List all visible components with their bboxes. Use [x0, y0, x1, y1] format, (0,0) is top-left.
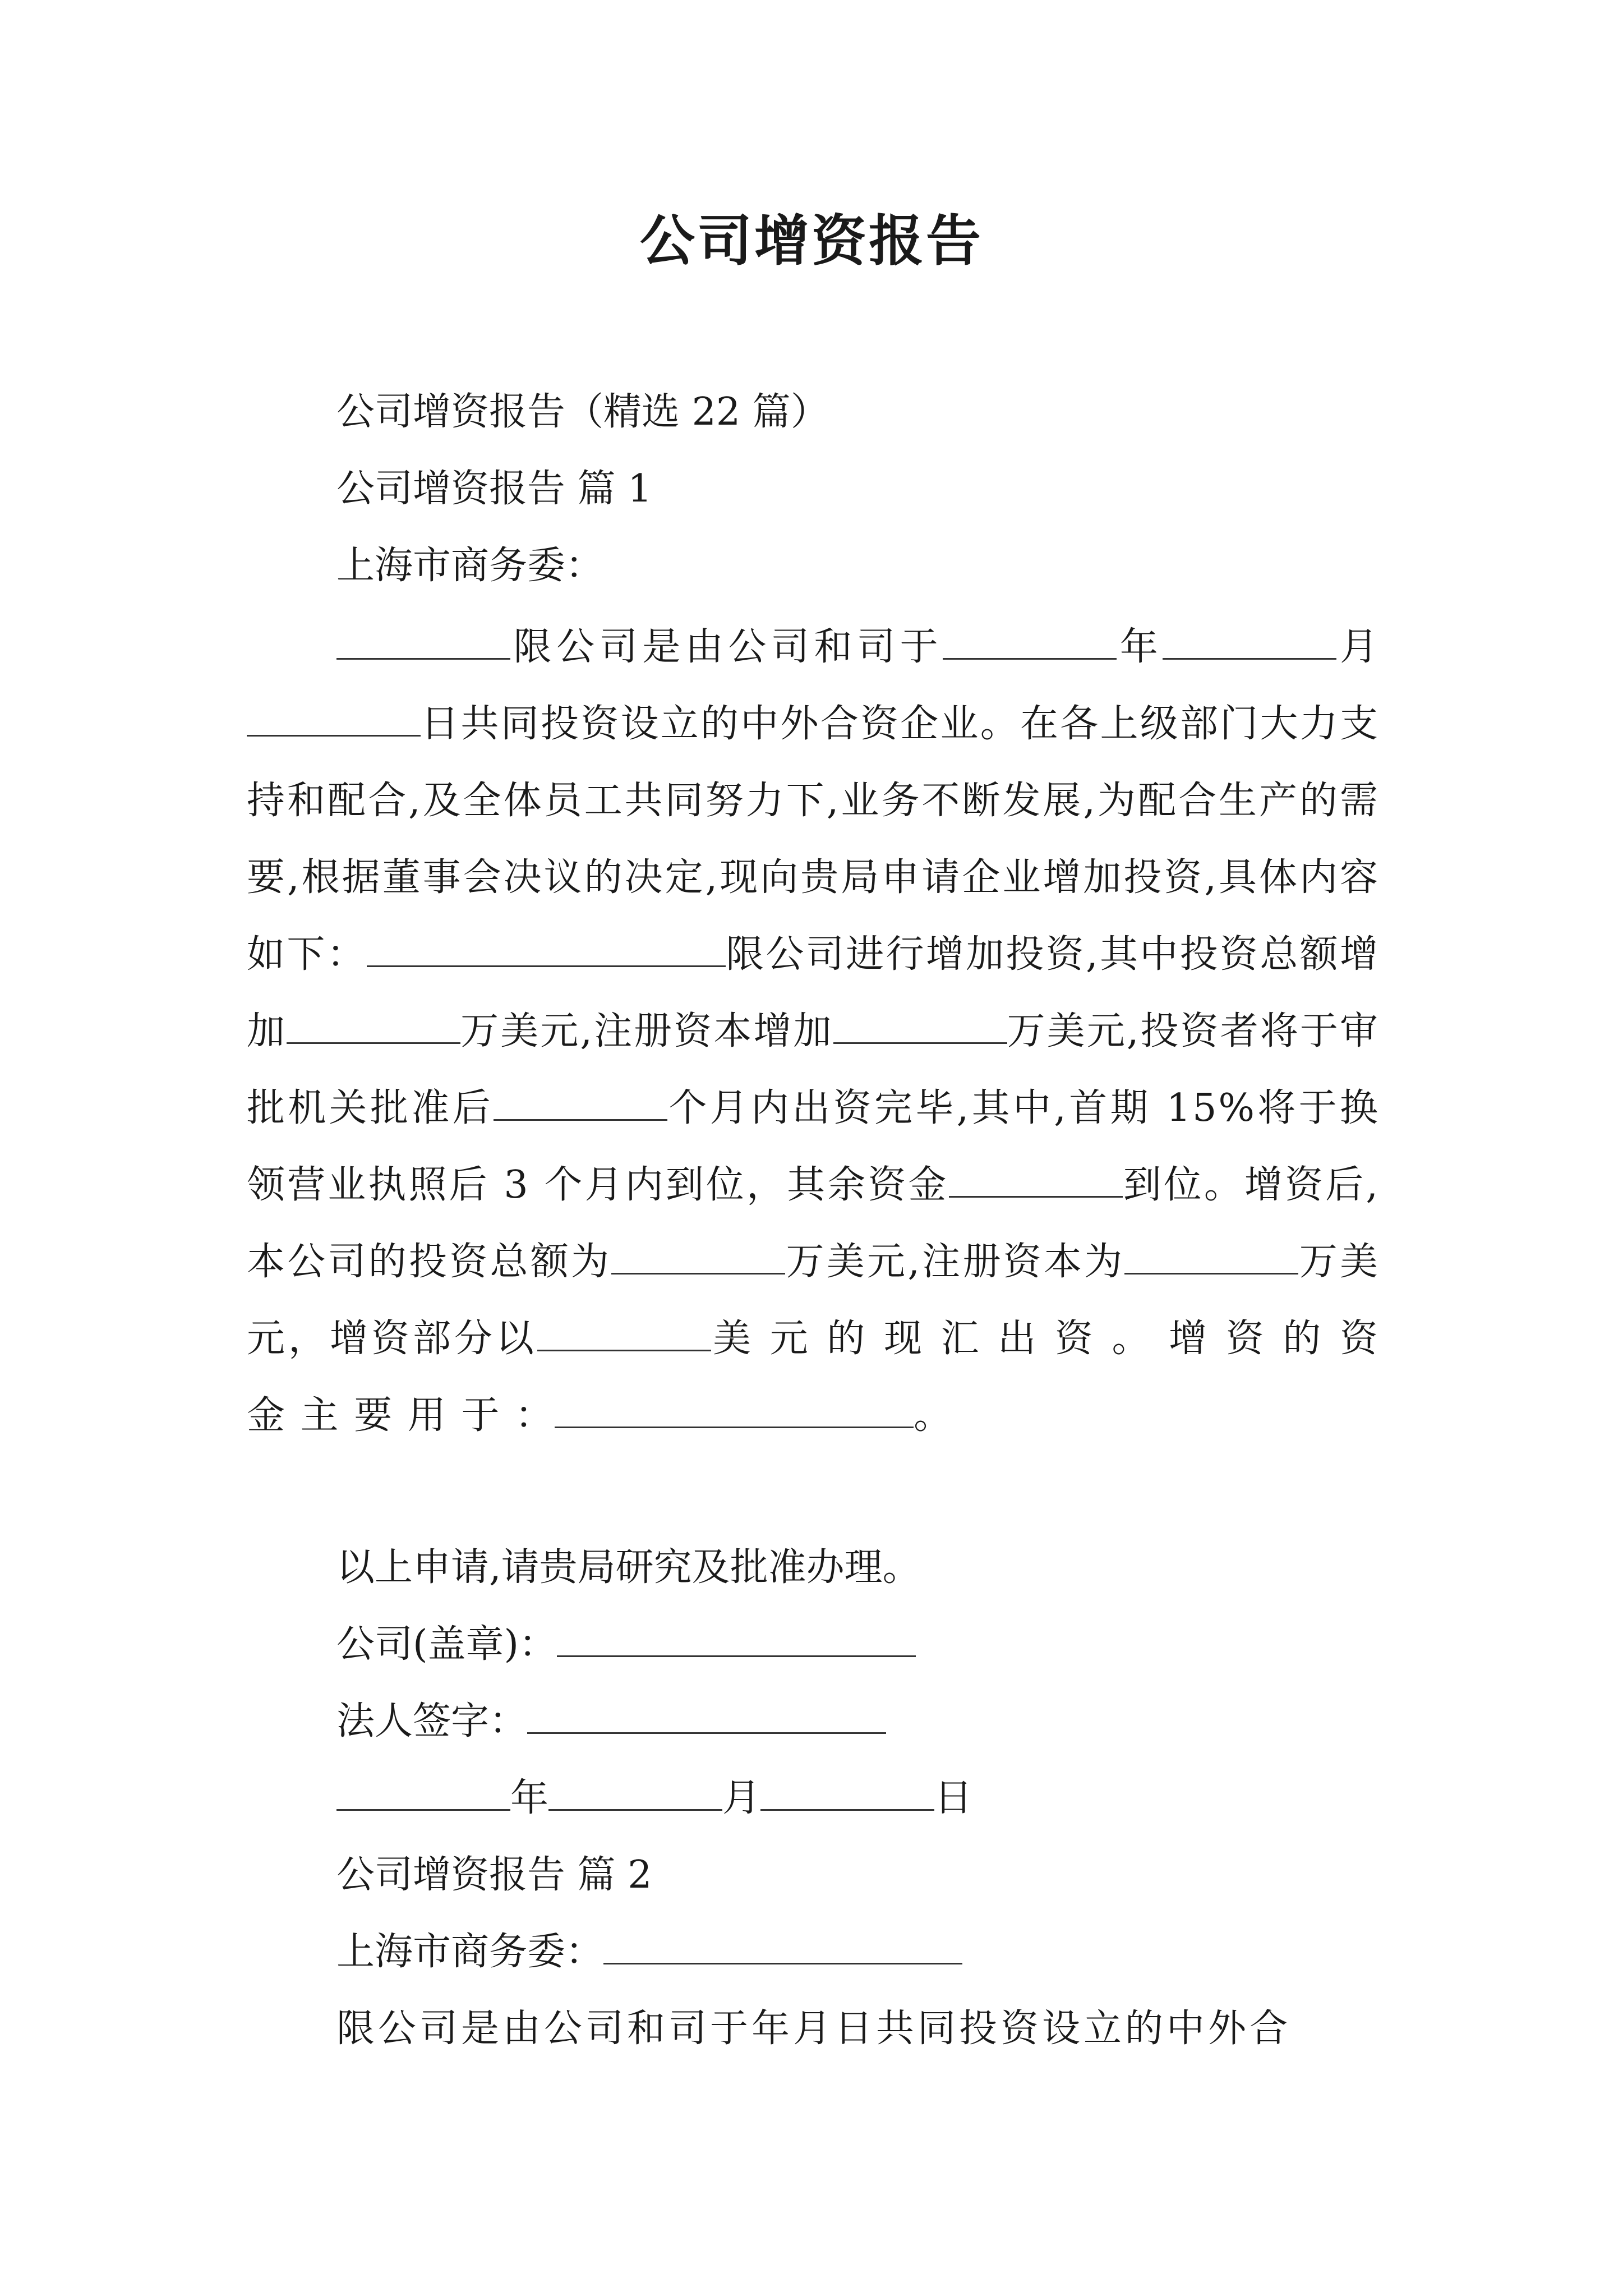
request-line: 以上申请,请贵局研究及批准办理。	[336, 1545, 921, 1590]
fill-blank	[949, 1163, 1123, 1198]
fill-blank	[367, 933, 726, 967]
fill-blank	[611, 1240, 785, 1274]
date-line: 年 月 日	[336, 1768, 972, 1829]
day-blank	[760, 1777, 934, 1811]
document-subtitle: 公司增资报告（精选 22 篇）	[336, 390, 829, 434]
fill-blank	[494, 1087, 667, 1121]
signature-blank	[527, 1700, 886, 1734]
month-blank	[548, 1777, 722, 1811]
fill-blank	[1163, 625, 1336, 660]
section-heading-1: 公司增资报告 篇 1	[336, 467, 652, 511]
fill-blank	[943, 625, 1117, 660]
fill-blank	[833, 1010, 1007, 1044]
seal-line	[336, 1614, 916, 1676]
fill-blank	[336, 625, 510, 660]
body-paragraph-2-start: 限公司是由公司和司于年月日共同投资设立的中外合	[336, 2007, 1292, 2051]
section-heading-2: 公司增资报告 篇 2	[336, 1853, 652, 1897]
signature-line	[336, 1691, 886, 1752]
body-paragraph-1: 限公司是由公司和司于 年 月 日共同投资设立的中外合资企业。在各上级部门大力支持和配合,及全体员工共同努力下,业务不断发展,为配合生产的需要,根据董事会决议的决定,现向贵局申请企业增加投资,具体内容如下： 限公司进行增加投资,其中投资总额增加 万美元,注册资本增加 万美元,投资者将于审批机关批准后 个月内出资完毕,其中,首期 15%将于换领营业执照后 3 个月内到位，其余资金 到位。增资后,本公司的投资总额为 万美元,注册资本为 万美元，增资部分以 美 元 的 现 汇 出 资 。 增 资 的 资 金 主 要 用 于 ： 。	[247, 625, 1380, 1438]
addressee-blank	[603, 1930, 962, 1964]
addressee-2: 上海市商务委：	[336, 1930, 604, 1974]
addressee-2-line	[336, 1921, 962, 1983]
fill-blank	[247, 702, 421, 737]
signature-label: 法人签字：	[336, 1699, 528, 1743]
seal-label: 公司(盖章)：	[336, 1622, 557, 1667]
fill-blank	[287, 1010, 460, 1044]
document-title: 公司增资报告	[639, 209, 983, 273]
fill-blank	[537, 1317, 711, 1351]
seal-blank	[557, 1623, 916, 1657]
year-blank	[336, 1777, 510, 1811]
fill-blank	[1124, 1240, 1298, 1274]
fill-blank	[555, 1394, 914, 1428]
addressee-1: 上海市商务委：	[336, 544, 604, 588]
